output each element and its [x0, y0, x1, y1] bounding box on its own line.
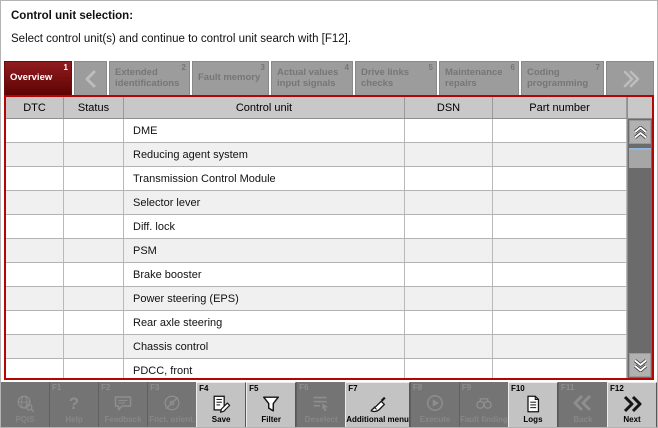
cell-dsn — [405, 119, 493, 142]
toolbar-button-back[interactable] — [558, 382, 607, 427]
toolbar-button-label: Deselect — [304, 415, 338, 424]
control-unit-table — [6, 97, 627, 378]
scrollbar-track[interactable] — [628, 168, 652, 352]
fkey-label: F8 — [412, 383, 423, 392]
cell-dtc — [6, 239, 64, 262]
column-header-part-number: Part number — [493, 97, 627, 118]
cell-part-number — [493, 287, 627, 310]
toolbar-button-label: Back — [573, 415, 593, 424]
cell-status — [64, 119, 124, 142]
fkey-label: F10 — [510, 384, 525, 393]
tab-label: Actual values input signals — [277, 66, 339, 89]
toolbar-button-next[interactable] — [607, 382, 657, 427]
toolbar-button-deselect[interactable] — [296, 382, 345, 427]
fkey-label: F11 — [560, 383, 575, 392]
table-row[interactable] — [6, 359, 627, 378]
cell-status — [64, 359, 124, 378]
tab-extended-identifications[interactable] — [109, 61, 190, 95]
cell-part-number — [493, 311, 627, 334]
tab-scroll-right[interactable] — [606, 61, 654, 95]
cell-status — [64, 263, 124, 286]
cell-dsn — [405, 359, 493, 378]
chevron-double-up-icon — [633, 126, 648, 139]
cell-part-number — [493, 359, 627, 378]
cell-status — [64, 191, 124, 214]
tab-coding-programming[interactable] — [521, 61, 604, 95]
cell-status — [64, 335, 124, 358]
cell-control-unit: DME — [124, 119, 405, 142]
table-row[interactable] — [6, 311, 627, 335]
play-circle-icon — [425, 382, 445, 416]
cell-dtc — [6, 287, 64, 310]
cell-dsn — [405, 263, 493, 286]
cell-dtc — [6, 191, 64, 214]
cell-status — [64, 143, 124, 166]
toolbar-button-fault-finding[interactable] — [459, 382, 508, 427]
note-pencil-icon — [210, 383, 232, 416]
toolbar-button-fnct-orient[interactable] — [147, 382, 196, 427]
page-subtitle: Select control unit(s) and continue to control unit search with [F12]. — [11, 33, 352, 45]
cell-status — [64, 167, 124, 190]
fkey-label: F2 — [101, 383, 111, 392]
cell-dtc — [6, 143, 64, 166]
cell-part-number — [493, 239, 627, 262]
cell-status — [64, 239, 124, 262]
cell-dtc — [6, 215, 64, 238]
page-title: Control unit selection: — [11, 10, 134, 22]
table-row[interactable] — [6, 119, 627, 143]
cell-dtc — [6, 167, 64, 190]
table-row[interactable] — [6, 143, 627, 167]
binoculars-icon — [473, 382, 495, 416]
tab-number: 4 — [344, 63, 349, 72]
cell-dsn — [405, 335, 493, 358]
toolbar-button-logs[interactable] — [508, 382, 558, 427]
table-row[interactable] — [6, 239, 627, 263]
tab-number: 1 — [63, 63, 68, 72]
cell-dsn — [405, 191, 493, 214]
cell-status — [64, 287, 124, 310]
cell-part-number — [493, 143, 627, 166]
cell-dsn — [405, 143, 493, 166]
table-row[interactable] — [6, 287, 627, 311]
chevron-left-icon — [83, 70, 99, 88]
tab-actual-values-input-signals[interactable] — [271, 61, 353, 95]
cell-dsn — [405, 311, 493, 334]
fkey-label: F3 — [150, 383, 160, 392]
toolbar-button-label: Additional menu — [346, 415, 409, 424]
vertical-scrollbar — [627, 97, 652, 378]
fkey-label: F12 — [610, 384, 624, 393]
cell-dtc — [6, 311, 64, 334]
table-row[interactable] — [6, 167, 627, 191]
cell-control-unit: Power steering (EPS) — [124, 287, 405, 310]
table-row[interactable] — [6, 191, 627, 215]
scroll-up-button[interactable] — [629, 120, 651, 144]
toolbar-button-label: Fnct. orient. — [149, 415, 195, 424]
table-row[interactable] — [6, 263, 627, 287]
toolbar-button-pqis[interactable] — [1, 382, 49, 427]
toolbar-button-label: Help — [65, 415, 83, 424]
tab-number: 7 — [595, 63, 600, 72]
scroll-down-button[interactable] — [629, 353, 651, 377]
scrollbar-thumb[interactable] — [629, 148, 651, 168]
toolbar-button-label: Execute — [419, 415, 451, 424]
tab-overview[interactable] — [4, 61, 72, 95]
funnel-icon — [260, 383, 282, 416]
toolbar-button-label: Save — [211, 415, 231, 424]
toolbar-button-label: Feedback — [104, 415, 142, 424]
cell-dtc — [6, 359, 64, 378]
question-mark-icon — [64, 382, 84, 416]
tab-label: Overview — [10, 72, 53, 84]
column-header-dtc: DTC — [6, 97, 64, 118]
function-key-toolbar — [1, 382, 657, 427]
cell-dtc — [6, 119, 64, 142]
toolbar-button-help[interactable] — [49, 382, 98, 427]
toolbar-button-additional-menu[interactable] — [345, 382, 410, 427]
toolbar-button-label: Filter — [261, 415, 281, 424]
fkey-label: F9 — [461, 383, 472, 392]
tab-number: 5 — [428, 63, 433, 72]
tab-label: Drive links checks — [361, 66, 410, 89]
tab-number: 2 — [181, 63, 186, 72]
cell-control-unit: Reducing agent system — [124, 143, 405, 166]
tab-scroll-left[interactable] — [74, 61, 107, 95]
toolbar-button-label: PQIS — [15, 415, 35, 424]
header-area — [1, 1, 657, 61]
column-header-dsn: DSN — [405, 97, 493, 118]
cell-part-number — [493, 263, 627, 286]
toolbar-button-label: Next — [623, 415, 641, 424]
tab-fault-memory[interactable] — [192, 61, 269, 95]
cell-control-unit: Diff. lock — [124, 215, 405, 238]
cell-dsn — [405, 167, 493, 190]
tab-bar — [1, 61, 657, 95]
cell-dsn — [405, 215, 493, 238]
table-row[interactable] — [6, 335, 627, 359]
tab-label: Extended identifications — [115, 66, 180, 89]
toolbar-button-save[interactable] — [196, 382, 246, 427]
tab-label: Maintenance repairs — [445, 66, 503, 89]
cell-status — [64, 215, 124, 238]
cell-control-unit: PDCC, front — [124, 359, 405, 378]
fkey-label: F4 — [199, 384, 209, 393]
table-header-row — [6, 97, 627, 119]
fkey-label: F6 — [299, 383, 309, 392]
chevron-double-down-icon — [633, 359, 648, 372]
fkey-label: F5 — [249, 384, 259, 393]
cell-control-unit: Rear axle steering — [124, 311, 405, 334]
toolbar-button-execute[interactable] — [410, 382, 459, 427]
document-icon — [523, 383, 543, 416]
cell-control-unit: PSM — [124, 239, 405, 262]
cell-control-unit: Chassis control — [124, 335, 405, 358]
cell-dtc — [6, 263, 64, 286]
chevron-double-right-icon — [619, 70, 641, 88]
fkey-label: F1 — [52, 383, 62, 392]
cell-part-number — [493, 191, 627, 214]
scrollbar-header-cell — [628, 97, 652, 119]
toolbar-button-label: Logs — [523, 415, 543, 424]
cell-part-number — [493, 215, 627, 238]
cell-part-number — [493, 167, 627, 190]
control-unit-table-panel — [4, 95, 654, 380]
cell-control-unit: Brake booster — [124, 263, 405, 286]
cell-part-number — [493, 119, 627, 142]
tab-label: Fault memory — [198, 72, 261, 84]
cell-dsn — [405, 287, 493, 310]
globe-search-icon — [14, 382, 36, 416]
tab-number: 3 — [260, 63, 265, 72]
toolbar-button-feedback[interactable] — [98, 382, 147, 427]
hand-pen-icon — [367, 383, 389, 416]
list-pointer-icon — [310, 382, 332, 416]
cell-dtc — [6, 335, 64, 358]
cell-dsn — [405, 239, 493, 262]
toolbar-button-label: Fault finding — [459, 415, 508, 424]
fkey-label: F7 — [348, 384, 358, 393]
column-header-status: Status — [64, 97, 124, 118]
cell-control-unit: Selector lever — [124, 191, 405, 214]
tab-number: 6 — [510, 63, 515, 72]
tab-maintenance-repairs[interactable] — [439, 61, 519, 95]
speech-bubble-icon — [113, 382, 133, 416]
compass-icon — [162, 382, 182, 416]
cell-control-unit: Transmission Control Module — [124, 167, 405, 190]
svg-text:?: ? — [68, 394, 80, 413]
column-header-control-unit: Control unit — [124, 97, 405, 118]
cell-part-number — [493, 335, 627, 358]
table-row[interactable] — [6, 215, 627, 239]
toolbar-button-filter[interactable] — [246, 382, 296, 427]
cell-status — [64, 311, 124, 334]
tab-label: Coding programming — [527, 66, 589, 89]
chevron-double-left-icon — [571, 382, 595, 416]
tab-drive-links-checks[interactable] — [355, 61, 437, 95]
